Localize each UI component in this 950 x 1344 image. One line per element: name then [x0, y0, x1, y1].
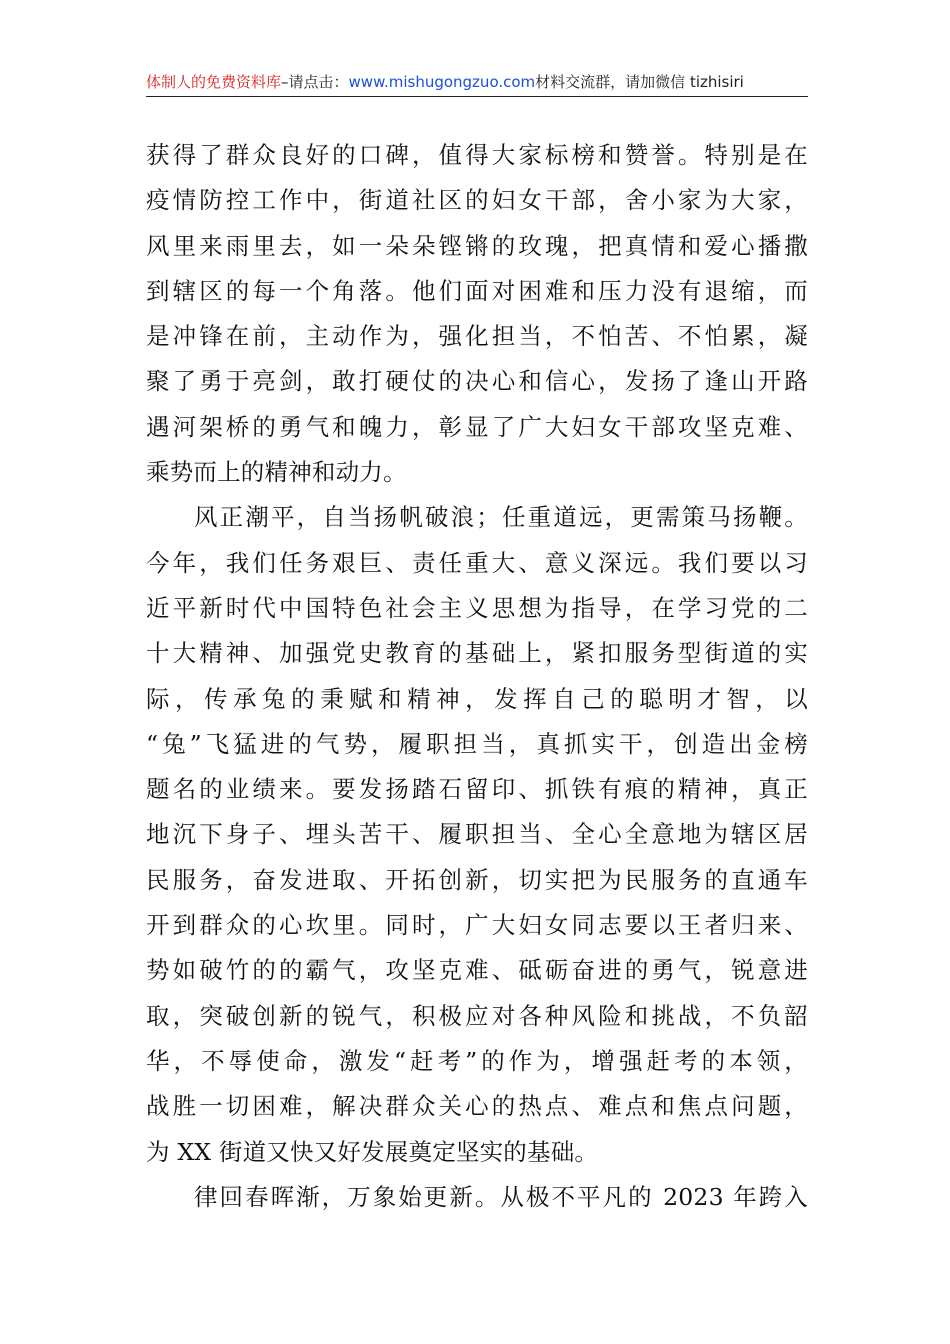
header-prompt: –请点击：: [281, 73, 349, 91]
text-line: 获得了群众良好的口碑，值得大家标榜和赞誉。特别是在: [146, 141, 808, 169]
text-line: 律回春晖渐，万象始更新。从极不平凡的 2023 年跨入: [194, 1182, 808, 1211]
text-line: 华，不辱使命，激发“赶考”的作为，增强赶考的本领，: [146, 1046, 808, 1075]
text-line: 聚了勇于亮剑，敢打硬仗的决心和信心，发扬了逢山开路: [146, 367, 808, 396]
text-line: 势如破竹的的霸气，攻坚克难、砥砺奋进的勇气，锐意进: [146, 956, 808, 985]
text-line: 近平新时代中国特色社会主义思想为指导，在学习党的二: [146, 593, 808, 622]
text-line: 取，突破创新的锐气，积极应对各种风险和挑战，不负韶: [146, 1001, 808, 1030]
header-tail: 材料交流群，请加微信 tizhisiri: [535, 73, 744, 91]
text-line: 题名的业绩来。要发扬踏石留印、抓铁有痕的精神，真正: [146, 775, 808, 804]
text-line: 战胜一切困难，解决群众关心的热点、难点和焦点问题，: [146, 1092, 808, 1121]
text-line: 疫情防控工作中，街道社区的妇女干部，舍小家为大家，: [146, 186, 808, 215]
text-line: 遇河架桥的勇气和魄力，彰显了广大妇女干部攻坚克难、: [146, 412, 808, 441]
text-line: 风里来雨里去，如一朵朵铿锵的玫瑰，把真情和爱心播撒: [146, 231, 808, 260]
document-body: [146, 133, 808, 1220]
text-line: “兔”飞猛进的气势，履职担当，真抓实干，创造出金榜: [146, 729, 808, 758]
text-line: 十大精神、加强党史教育的基础上，紧扣服务型街道的实: [146, 639, 808, 668]
text-line: 今年，我们任务艰巨、责任重大、意义深远。我们要以习: [146, 548, 808, 577]
text-line: 际，传承兔的秉赋和精神，发挥自己的聪明才智，以: [146, 684, 808, 713]
header-link[interactable]: www.mishugongzuo.com: [348, 73, 536, 91]
text-line: 为 XX 街道又快又好发展奠定坚实的基础。: [146, 1137, 599, 1166]
header-brand: 体制人的免费资料库: [146, 73, 282, 91]
text-line: 民服务，奋发进取、开拓创新，切实把为民服务的直通车: [146, 865, 808, 894]
text-line: 地沉下身子、埋头苦干、履职担当、全心全意地为辖区居: [146, 820, 808, 849]
page-header: [146, 70, 808, 97]
text-line: 开到群众的心坎里。同时，广大妇女同志要以王者归来、: [146, 911, 808, 940]
text-line: 是冲锋在前，主动作为，强化担当，不怕苦、不怕累，凝: [146, 322, 808, 351]
text-line: 乘势而上的精神和动力。: [146, 458, 407, 487]
text-line: 风正潮平，自当扬帆破浪；任重道远，更需策马扬鞭。: [194, 503, 808, 532]
text-line: 到辖区的每一个角落。他们面对困难和压力没有退缩，而: [146, 276, 808, 305]
